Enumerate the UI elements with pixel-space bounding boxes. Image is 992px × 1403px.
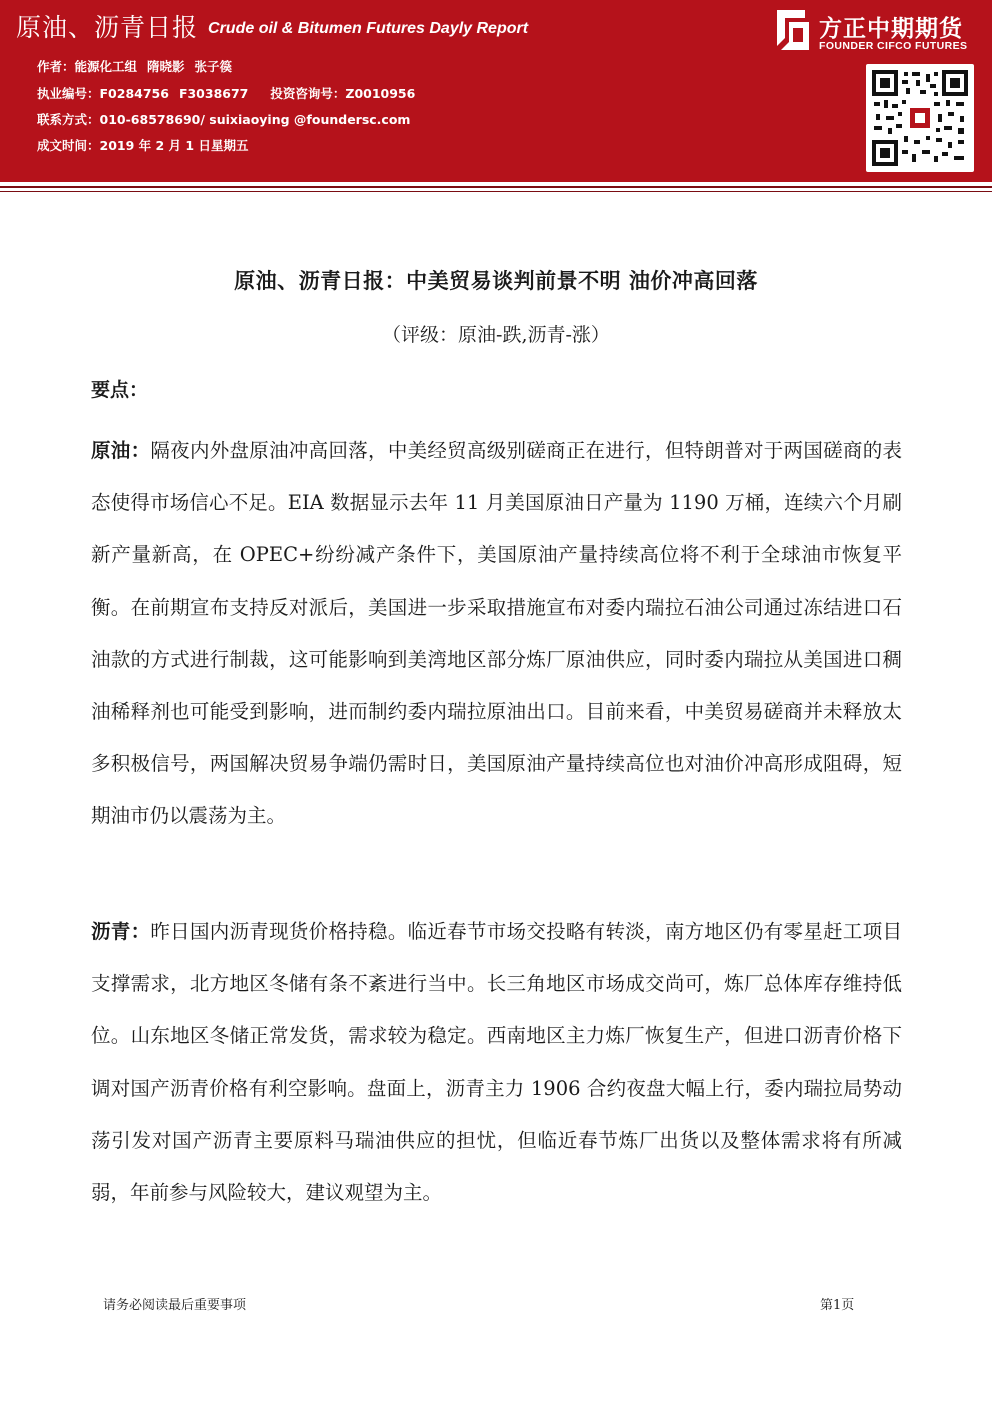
brand-name-en: FOUNDER CIFCO FUTURES [819, 40, 968, 52]
brand-logo [771, 8, 986, 60]
license-1: F0284756 [99, 86, 169, 101]
brand-mark-icon [771, 8, 811, 52]
contact-value: 010-68578690/ suixiaoying @foundersc.com [99, 112, 411, 127]
report-rating: （评级：原油-跌,沥青-涨） [382, 324, 610, 346]
report-title: 原油、沥青日报：中美贸易谈判前景不明 油价冲高回落 [234, 269, 758, 293]
license-2: F3038677 [178, 86, 249, 101]
license-label: 执业编号： [37, 86, 100, 101]
date-value: 2019 年 2 月 1 日星期五 [99, 138, 249, 153]
header-title-cn: 原油、沥青日报 [16, 13, 199, 42]
contact-line [37, 110, 410, 128]
author-line [37, 57, 232, 75]
date-label: 成文时间： [37, 138, 100, 153]
author-1: 隋晓影 [147, 59, 185, 74]
consult-number: Z0010956 [345, 86, 416, 101]
header-title-en: Crude oil & Bitumen Futures Dayly Report [208, 20, 529, 37]
crude-oil-paragraph [91, 425, 902, 843]
crude-oil-label: 原油： [91, 439, 151, 462]
header-rule [0, 186, 992, 188]
key-points-label: 要点： [91, 379, 149, 401]
bitumen-label: 沥青： [91, 920, 151, 943]
license-line [37, 84, 415, 102]
author-2: 张子篌 [194, 59, 233, 74]
report-header [0, 0, 992, 182]
date-line [37, 136, 248, 154]
contact-label: 联系方式： [37, 112, 100, 127]
qr-code [866, 64, 974, 172]
bitumen-text: 昨日国内沥青现货价格持稳。临近春节市场交投略有转淡，南方地区仍有零星赶工项目支撑需求，北方地区冬储有条不紊进行当中。长三角地区市场成交尚可，炼厂总体库存维持低位。山东地区冬储正常发货，需求较为稳定。西南地区主力炼厂恢复生产，但进口沥青价格下调对国产沥青价格有利空影响。盘面上，沥青主力 1906 合约夜盘大幅上行，委内瑞拉局势动荡引发对国产沥青主要原料马瑞油供应的担忧，但临近春节炼厂出货以及整体需求将有所减弱，年前参与风险较大，建议观望为主。 [91, 920, 902, 1205]
bitumen-paragraph [91, 906, 902, 1219]
header-title [16, 8, 528, 44]
footer-notice: 请务必阅读最后重要事项 [103, 1298, 247, 1313]
crude-oil-text: 隔夜内外盘原油冲高回落，中美经贸高级别磋商正在进行，但特朗普对于两国磋商的表态使得市场信心不足。EIA 数据显示去年 11 月美国原油日产量为 1190 万桶，连续六个月刷新产量新高，在 OPEC+纷纷减产条件下，美国原油产量持续高位将不利于全球油市恢复平衡。在前期宣布支持反对派后，美国进一步采取措施宣布对委内瑞拉石油公司通过冻结进口石油款的方式进行制裁，这可能影响到美湾地区部分炼厂原油供应，同时委内瑞拉从美国进口稠油稀释剂也可能受到影响，进而制约委内瑞拉原油出口。目前来看，中美贸易磋商并未释放太多积极信号，两国解决贸易争端仍需时日，美国原油产量持续高位也对油价冲高形成阻碍，短期油市仍以震荡为主。 [91, 439, 902, 828]
header-rule-thin [0, 191, 992, 192]
brand-name-cn: 方正中期期货 [819, 16, 963, 42]
page-number: 第1页 [820, 1298, 855, 1313]
author-group: 能源化工组 [74, 59, 138, 74]
author-label: 作者： [37, 59, 75, 74]
qr-code-icon [872, 70, 968, 166]
consult-label: 投资咨询号： [270, 86, 346, 101]
